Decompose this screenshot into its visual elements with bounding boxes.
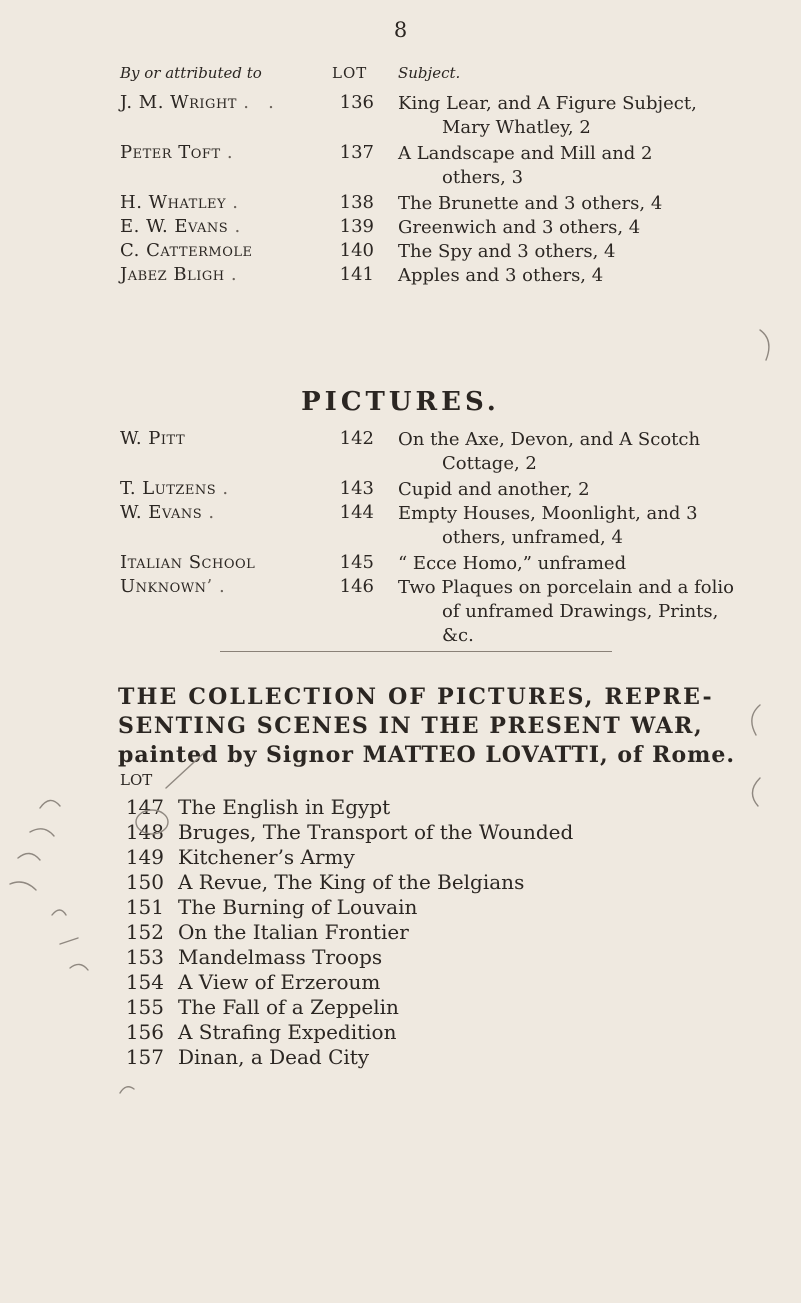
pencil-check-mark (120, 1087, 134, 1093)
lot-number: 147 (125, 795, 164, 819)
lot-subject: King Lear, and A Figure Subject, Mary Whatley, 2 (398, 93, 697, 138)
lot-title: The Fall of a Zeppelin (178, 995, 399, 1019)
pencil-tick-marks (52, 910, 88, 970)
collection-heading (118, 683, 786, 770)
artist-name: T. Lutzens . (120, 478, 229, 499)
lot-number: 153 (125, 945, 164, 969)
lot-subject: “ Ecce Homo,” unframed (398, 553, 627, 574)
artist-name: W. Evans . (120, 502, 215, 523)
artist-name: Jabez Bligh . (120, 264, 238, 285)
pencil-scribble-mark (10, 800, 60, 890)
lot-title: Bruges, The Transport of the Wounded (178, 820, 574, 844)
collection-heading-line-1: THE COLLECTION OF PICTURES, REPRE- (118, 684, 714, 710)
page-number: 8 (393, 18, 408, 42)
lot-number: 155 (125, 995, 164, 1019)
collection-lot-header: LOT (120, 771, 153, 789)
collection-heading-line-2: SENTING SCENES IN THE PRESENT WAR, (118, 713, 704, 739)
lot-subject: Greenwich and 3 others, 4 (398, 217, 641, 238)
lot-number: 144 (339, 502, 374, 523)
lot-number: 152 (125, 920, 164, 944)
lot-number: 137 (339, 142, 374, 163)
artist-name: C. Cattermole (120, 240, 253, 261)
artist-name: W. Pitt (120, 428, 186, 449)
lot-title: Mandelmass Troops (178, 945, 383, 969)
artist-name: Italian School (120, 552, 256, 573)
lot-subject: Two Plaques on porcelain and a folio of unframed Drawings, Prints, &c. (398, 577, 734, 646)
collection-heading-line-3: painted by Signor MATTEO LOVATTI, of Rome. (118, 742, 736, 768)
lot-number: 138 (339, 192, 374, 213)
lot-title: The Burning of Louvain (178, 895, 418, 919)
lot-number: 146 (339, 576, 374, 597)
lot-subject: Empty Houses, Moonlight, and 3 others, unframed, 4 (398, 503, 698, 548)
lot-title: Dinan, a Dead City (178, 1045, 370, 1069)
lot-number: 140 (339, 240, 374, 261)
lot-subject: The Brunette and 3 others, 4 (398, 193, 663, 214)
lot-number: 141 (339, 264, 374, 285)
lot-subject: Cupid and another, 2 (398, 479, 590, 500)
artist-name: E. W. Evans . (120, 216, 241, 237)
lot-number: 151 (125, 895, 164, 919)
lot-number: 148 (125, 820, 164, 844)
pictures-heading: PICTURES. (301, 387, 500, 417)
artist-name: Peter Toft . (120, 142, 234, 163)
lot-subject: A Landscape and Mill and 2 others, 3 (398, 143, 653, 188)
artist-name: Unknown’ . (120, 576, 226, 597)
lot-subject: On the Axe, Devon, and A Scotch Cottage, 2 (398, 429, 701, 474)
lot-number: 149 (125, 845, 164, 869)
artist-name: J. M. Wright . . (120, 92, 275, 113)
lot-subject: Apples and 3 others, 4 (398, 265, 604, 286)
lot-title: Kitchener’s Army (178, 845, 355, 869)
lot-number: 145 (339, 552, 374, 573)
lot-number: 150 (125, 870, 164, 894)
artist-name: H. Whatley . (120, 192, 239, 213)
lot-subject: The Spy and 3 others, 4 (398, 241, 616, 262)
lot-title: On the Italian Frontier (178, 920, 409, 944)
lot-number: 156 (125, 1020, 164, 1044)
section-divider (220, 651, 612, 652)
lot-number: 143 (339, 478, 374, 499)
lot-number: 142 (339, 428, 374, 449)
lot-title: A Strafing Expedition (178, 1020, 397, 1044)
lot-number: 154 (125, 970, 164, 994)
lot-number: 157 (125, 1045, 164, 1069)
lot-title: The English in Egypt (178, 795, 391, 819)
header-subject: Subject. (398, 64, 461, 82)
lot-number: 139 (339, 216, 374, 237)
lot-number: 136 (339, 92, 374, 113)
header-lot: LOT (332, 64, 368, 82)
lot-title: A Revue, The King of the Belgians (178, 870, 525, 894)
header-attributed: By or attributed to (120, 64, 262, 82)
lot-title: A View of Erzeroum (178, 970, 381, 994)
